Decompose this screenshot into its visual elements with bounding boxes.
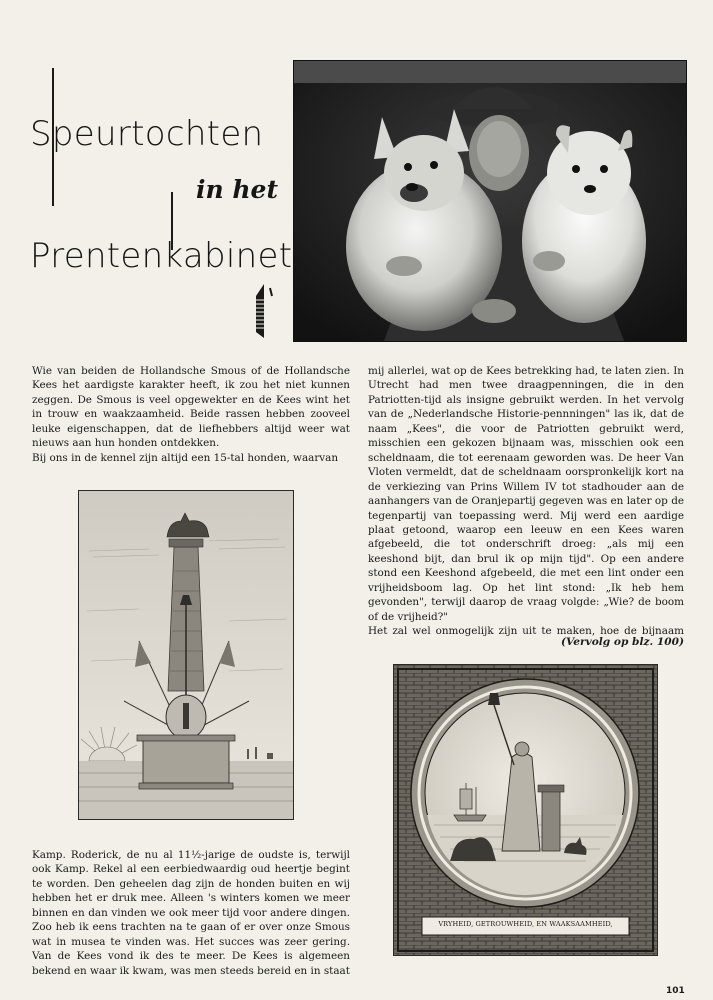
title-line-2: in het (196, 175, 279, 204)
article-paragraph: Bij ons in de kennel zijn altijd een 15-tal honden, waarvan (32, 451, 339, 464)
obelisk-monument-icon (79, 491, 293, 819)
article-column-right-top (368, 364, 684, 636)
article-column-left-top (32, 364, 350, 492)
dogs-photo (293, 60, 687, 342)
article-paragraph: Het zal wel onmogelijk zijn uit te maken, hoe de bijnaam (368, 625, 684, 636)
title-line-3: Prentenkabinet (30, 236, 293, 276)
obelisk-engraving (78, 490, 294, 820)
ornament-icon (254, 282, 278, 340)
two-dogs-icon (294, 61, 686, 341)
article-paragraph: mij allerlei, wat op de Kees betrekking had, te laten zien. In Utrecht had men twee draagpenningen, die in den Patriotten-tijd als insigne gebruikt werden. In het vervolg van de „Nederlandsche Historie-pennningen" las ik, dat de naam „Kees", die voor de Patriotten gebruikt werd, misschien een gekozen bijnaam was, misschien ook een scheldnaam, die tot eerenaam geworden was. De heer Van Vloten vermeldt, dat de scheldnaam oorspronkelijk kort na de verkiezing van Prins Willem IV tot stadhouder aan de aanhangers van de Oranjepartij gegeven was en later op de tegenpartij van toepassing werd. Mij werd een aardige plaat getoond, waarop een leeuw en een Kees waren afgebeeld, die tot onderschrift droeg: „als mij een keeshond bijt, dan brul ik op mijn tijd". Op een andere stond een Keeshond afgebeeld, die met een lint onder een vrijheidsboom lag. Op het lint stond: „Ik heb hem gevonden", terwijl daarop de vraag volgde: „Wie? de boom of de vrijheid?" (368, 365, 684, 623)
liberty-medallion-icon (394, 665, 657, 955)
article-paragraph: Kamp. Roderick, de nu al 11½-jarige de oudste is, terwijl ook Kamp. Rekel al een eerbiedwaardig oud heertje begint te worden. Den geheelen dag zijn de honden buiten en wij hebben het er druk mee. Alleen 's winters komen we meer binnen en dan vinden we ook meer tijd voor andere dingen. Zoo heb ik eens trachten na te gaan of er over onze Smous wat in musea te vinden was. Het succes was zeer gering. Van de Kees vond ik des te meer. De Kees is algemeen bekend en waar ik kwam, was men steeds bereid en in staat (32, 849, 350, 977)
continued-note: (Vervolg op blz. 100) (560, 636, 684, 648)
title-line-1: Speurtochten (30, 114, 264, 154)
article-paragraph: Wie van beiden de Hollandsche Smous of de Hollandsche Kees het aardigste karakter heeft, ik zou het niet kunnen zeggen. De Smous is veel opgewekter en de Kees wint het in trouw en waakzaamheid. Beide rassen hebben zooveel leuke eigenschappen, dat de liefhebbers altijd weer wat nieuws aan hun honden ontdekken. (32, 365, 350, 450)
medallion-engraving (393, 664, 658, 956)
page-number: 101 (666, 986, 685, 996)
article-column-left-bottom (32, 848, 350, 994)
engraving-caption: VRYHEID, GETROUWHEID, EN WAAKSAAMHEID, (438, 920, 613, 928)
